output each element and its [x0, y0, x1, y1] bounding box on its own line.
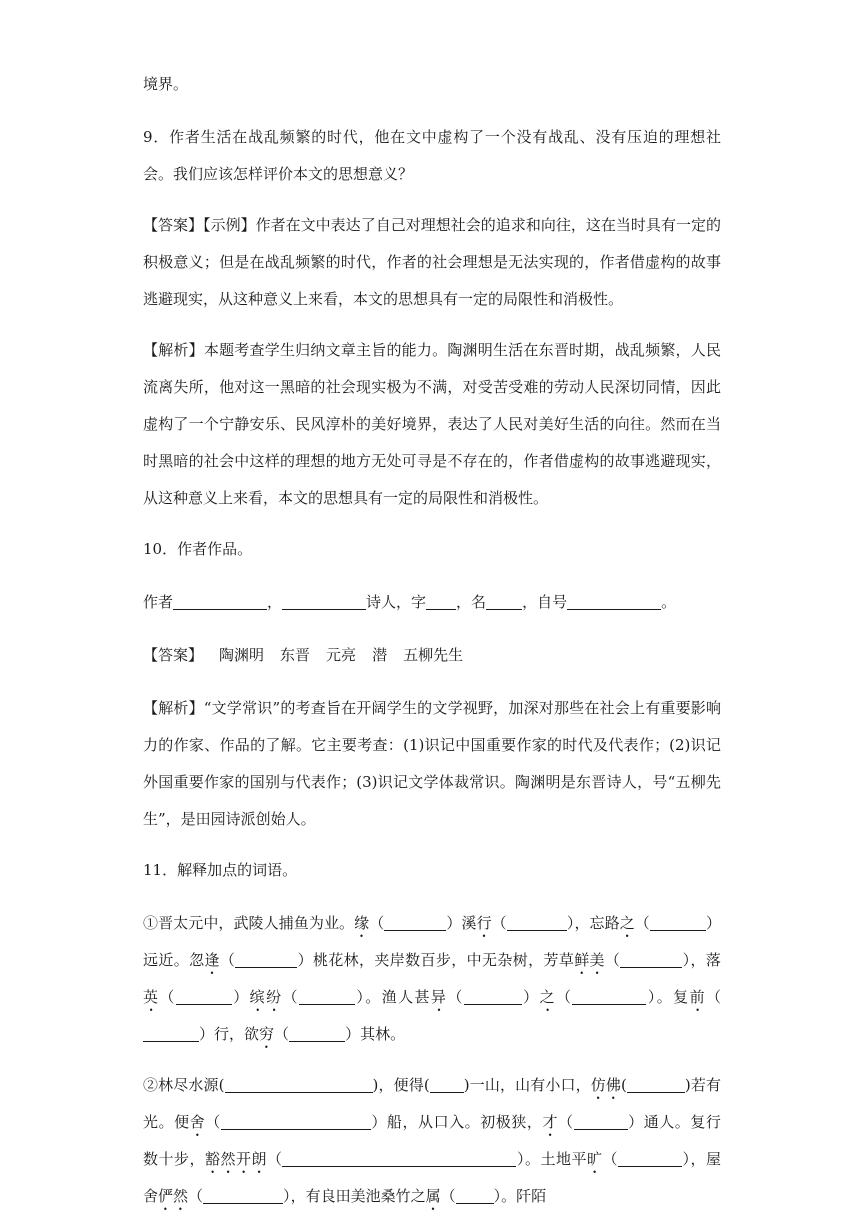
question-11-part-2: ②林尽水源( )，便得( )一山，山有小口，仿佛( )若有光。便舍（ ）船，从口入。初极狭，才（ ）通人。复行数十步，豁然开朗（ ）。土地平旷（ ），屋舍俨然（ ），有良田美池桑竹之属（ ）。阡陌 — [143, 1076, 721, 1205]
answer-blank[interactable] — [620, 950, 682, 968]
answer-label: 【答案】 — [143, 646, 204, 664]
answer-item: 潜 — [372, 646, 388, 664]
analysis-10: 【解析】“文学常识”的考查旨在开阔学生的文学视野，加深对那些在社会上有重要影响力的作家、作品的了解。它主要考查：(1)识记中国重要作家的时代及代表作；(2)识记外国重要作家的国别与代表作；(3)识记文学体裁常识。陶渊明是东晋诗人，号“五柳先生”，是田园诗派创始人。 — [143, 699, 721, 828]
dotted-word: 穷 — [259, 1025, 275, 1043]
answer-blank[interactable] — [384, 913, 446, 931]
dotted-word: 旷 — [586, 1150, 603, 1168]
dotted-word: 英 — [143, 988, 160, 1006]
dotted-word: 豁然开朗 — [204, 1150, 267, 1168]
dotted-word: 鲜美 — [574, 951, 605, 969]
answer-blank[interactable] — [203, 1186, 283, 1204]
answer-blank[interactable] — [173, 592, 267, 610]
document-page — [143, 66, 721, 1229]
analysis-9: 【解析】本题考查学生归纳文章主旨的能力。陶渊明生活在东晋时期，战乱频繁，人民流离失所，他对这一黑暗的社会现实极为不满，对受苦受难的劳动人民深切同情，因此虚构了一个宁静安乐、民风淳朴的美好境界，表达了人民对美好生活的向往。然而在当时黑暗的社会中这样的理想的地方无处可寻是不存在的，作者借虚构的故事逃避现实，从这种意义上来看，本文的思想具有一定的局限性和消极性。 — [143, 341, 721, 507]
answer-blank[interactable] — [299, 987, 355, 1005]
answer-blank[interactable] — [650, 913, 706, 931]
answer-blank[interactable] — [486, 592, 522, 610]
answer-blank[interactable] — [627, 1075, 685, 1093]
answer-blank[interactable] — [618, 1149, 682, 1167]
answer-blank[interactable] — [221, 1112, 371, 1130]
answer-item: 五柳先生 — [403, 646, 464, 664]
answer-blank[interactable] — [456, 1186, 494, 1204]
answer-blank[interactable] — [176, 987, 232, 1005]
dotted-word: 之 — [539, 988, 556, 1006]
answer-blank[interactable] — [574, 1112, 628, 1130]
dotted-word: 异 — [430, 988, 448, 1006]
dotted-word: 前 — [689, 988, 706, 1006]
answer-blank[interactable] — [289, 1024, 345, 1042]
dotted-word: 仿佛 — [590, 1076, 621, 1094]
question-10-fill: 作者 ， 诗人，字 ，名 ，自号 。 — [143, 593, 677, 611]
answer-blank[interactable] — [426, 592, 456, 610]
answer-blank[interactable] — [430, 1075, 464, 1093]
dotted-word: 之 — [619, 914, 635, 932]
answer-item: 陶渊明 — [219, 646, 265, 664]
answer-9: 【答案】【示例】作者在文中表达了自己对理想社会的追求和向往，这在当时具有一定的积极意义；但是在战乱频繁的时代，作者的社会理想是无法实现的，作者借虚构的故事逃避现实，从这种意义上来看，本文的思想具有一定的局限性和消极性。 — [143, 216, 721, 308]
dotted-word: 缤纷 — [249, 988, 283, 1006]
dotted-word: 缘 — [354, 914, 370, 932]
answer-blank[interactable] — [235, 950, 297, 968]
dotted-word: 才 — [542, 1113, 559, 1131]
answer-item: 元亮 — [326, 646, 357, 664]
answer-blank[interactable] — [143, 1024, 199, 1042]
answer-blank[interactable] — [572, 987, 646, 1005]
dotted-word: 行 — [476, 914, 492, 932]
dotted-word: 逢 — [204, 951, 220, 969]
answer-blank[interactable] — [464, 987, 522, 1005]
answer-blank[interactable] — [282, 1149, 516, 1167]
answer-blank[interactable] — [567, 592, 661, 610]
answer-item: 东晋 — [280, 646, 311, 664]
answer-blank[interactable] — [225, 1075, 373, 1093]
answer-blank[interactable] — [507, 913, 567, 931]
dotted-word: 舍 — [189, 1113, 206, 1131]
question-11-part-1: ①晋太元中，武陵人捕鱼为业。缘（ ）溪行（ ），忘路之（ ）远近。忽逢（ ）桃花林，夹岸数百步，中无杂树，芳草鲜美（ ），落英（ ）缤纷（ ）。渔人甚异（ ）之（ ）。复前（）行，欲穷（ ）其林。 — [143, 914, 721, 1043]
question-10: 10．作者作品。 — [143, 540, 253, 558]
answer-blank[interactable] — [282, 592, 366, 610]
dotted-word: 属 — [425, 1187, 441, 1205]
answer-10 — [143, 637, 721, 674]
question-9: 9．作者生活在战乱频繁的时代，他在文中虚构了一个没有战乱、没有压迫的理想社会。我们应该怎样评价本文的思想意义？ — [143, 128, 721, 183]
text-line-jingjie: 境界。 — [143, 75, 189, 93]
question-11: 11．解释加点的词语。 — [143, 861, 298, 879]
dotted-word: 俨然 — [158, 1187, 189, 1205]
